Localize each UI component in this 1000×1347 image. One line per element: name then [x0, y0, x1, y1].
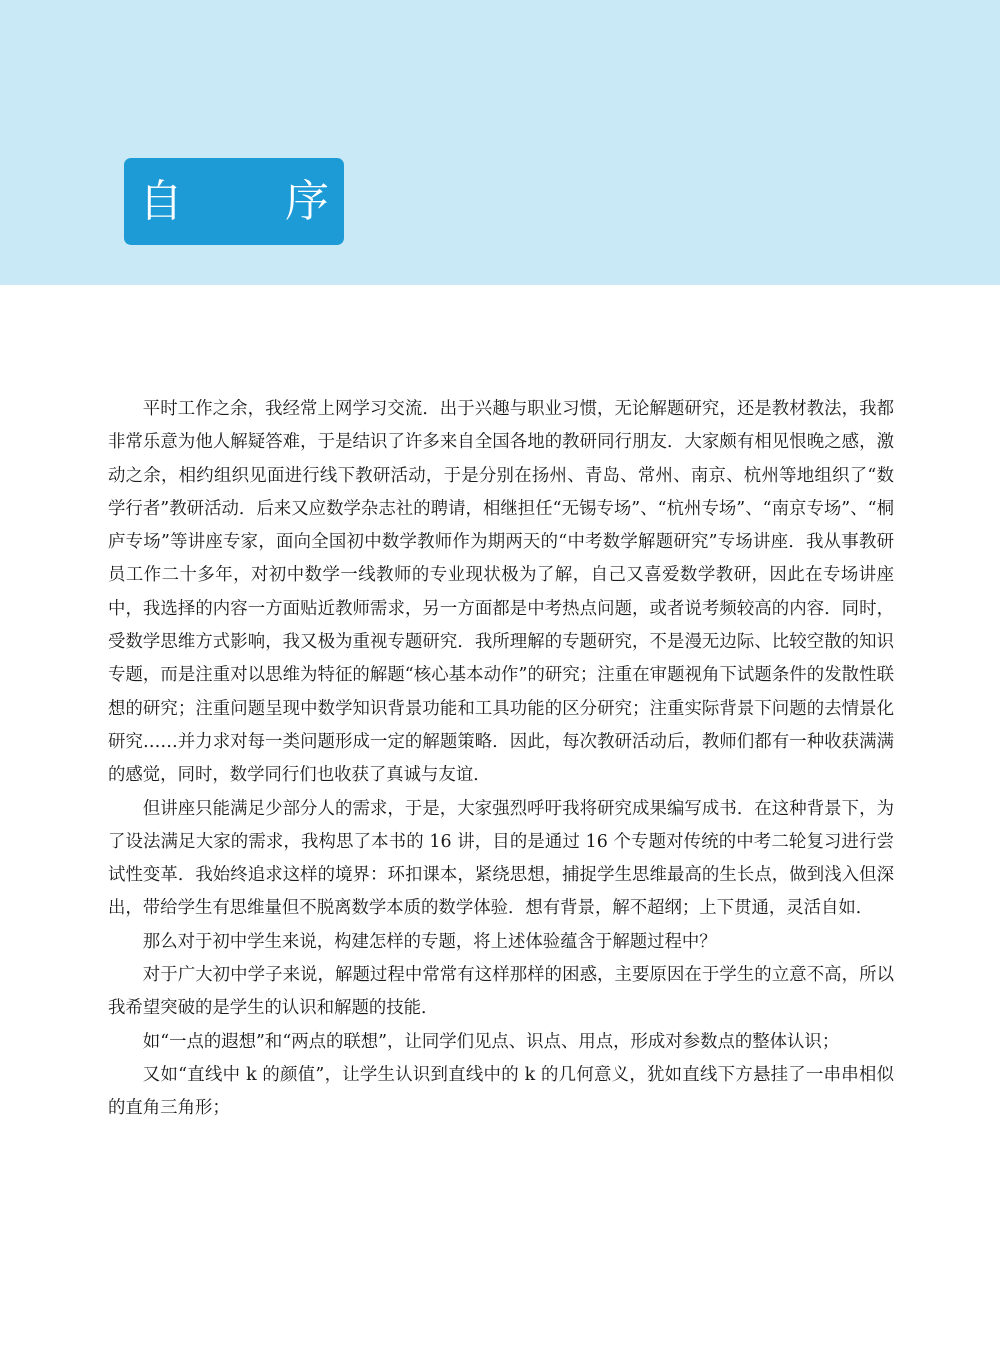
paragraph: 对于广大初中学子来说，解题过程中常常有这样那样的困惑，主要原因在于学生的立意不高，所以我希望突破的是学生的认识和解题的技能．	[108, 965, 894, 1019]
paragraph: 那么对于初中学生来说，构建怎样的专题，将上述体验蕴含于解题过程中？	[142, 931, 717, 952]
paragraph: 如“一点的遐想”和“两点的联想”，让同学们见点、识点、用点，形成对参数点的整体认识；	[142, 1031, 840, 1052]
page-title: 自 序	[139, 175, 373, 227]
header-band	[0, 0, 1000, 285]
title-box	[124, 158, 373, 245]
paragraph: 又如“直线中 k 的颜值”，让学生认识到直线中的 k 的几何意义，犹如直线下方悬挂了一串串相似的直角三角形；	[108, 1064, 894, 1119]
paragraph: 但讲座只能满足少部分人的需求，于是，大家强烈呼吁我将研究成果编写成书．在这种背景下，为了设法满足大家的需求，我构思了本书的 16 讲，目的是通过 16 个专题对传统的中考二轮复习进行尝试性变革．我始终追求这样的境界：环扣课本，紧绕思想，捕捉学生思维最高的生长点，做到浅入但深出，带给学生有思维量但不脱离数学本质的数学体验．想有背景，解不超纲；上下贯通，灵活自如．	[108, 798, 894, 919]
paragraph: 平时工作之余，我经常上网学习交流．出于兴趣与职业习惯，无论解题研究，还是教材教法，我都非常乐意为他人解疑答难，于是结识了许多来自全国各地的教研同行朋友．大家颇有相见恨晚之感，激动之余，相约组织见面进行线下教研活动，于是分别在扬州、青岛、常州、南京、杭州等地组织了“数学行者”教研活动．后来又应数学杂志社的聘请，相继担任“无锡专场”、“杭州专场”、“南京专场”、“桐庐专场”等讲座专家，面向全国初中数学教师作为期两天的“中考数学解题研究”专场讲座．我从事教研员工作二十多年，对初中数学一线教师的专业现状极为了解，自己又喜爱数学教研，因此在专场讲座中，我选择的内容一方面贴近教师需求，另一方面都是中考热点问题，或者说考频较高的内容．同时，受数学思维方式影响，我又极为重视专题研究．我所理解的专题研究，不是漫无边际、比较空散的知识专题，而是注重对以思维为特征的解题“核心基本动作”的研究；注重在审题视角下试题条件的发散性联想的研究；注重问题呈现中数学知识背景功能和工具功能的区分研究；注重实际背景下问题的去情景化研究……并力求对每一类问题形成一定的解题策略．因此，每次教研活动后，教师们都有一种收获满满的感觉，同时，数学同行们也收获了真诚与友谊．	[108, 399, 894, 786]
preface-body	[108, 393, 894, 1126]
